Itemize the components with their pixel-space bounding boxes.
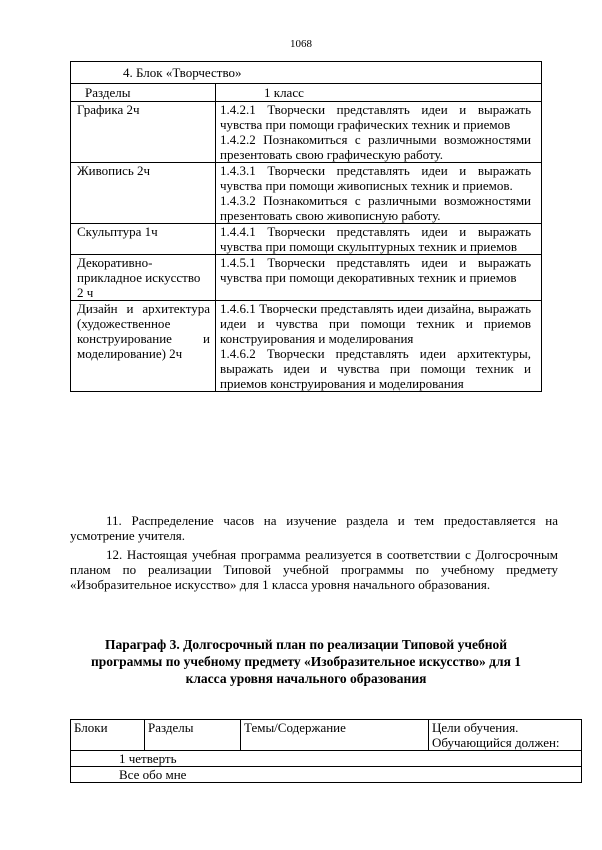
table-row xyxy=(71,301,542,392)
table-row xyxy=(71,163,542,224)
section-heading: Параграф 3. Долгосрочный план по реализации Типовой учебной программы по учебному предмету «Изобразительное искусство» для 1 класса уровня начального образования xyxy=(90,637,522,686)
goal-item: 1.4.5.1 Творчески представлять идеи и выражать чувства при помощи декоративных техник и приемов xyxy=(220,255,531,285)
paragraph-11-text: 11. Распределение часов на изучение раздела и тем предоставляется на усмотрение учителя. xyxy=(70,513,558,543)
header-grade: 1 класс xyxy=(216,84,542,102)
section-cell: Дизайн и архитектура (художественное конструирование и моделирование) 2ч xyxy=(71,301,216,392)
page-number: 1068 xyxy=(290,38,312,50)
section-cell: Скульптура 1ч xyxy=(71,224,216,255)
table-row xyxy=(71,102,542,163)
goals-cell xyxy=(216,255,542,301)
goal-item: 1.4.6.2 Творчески представлять идеи архитектуры, выражать идеи и чувства при помощи техник и приемов конструирования и моделирования xyxy=(220,346,531,391)
plan-header-blocks: Блоки xyxy=(71,720,145,751)
plan-header-topics: Темы/Содержание xyxy=(241,720,429,751)
goal-item: 1.4.2.2 Познакомиться с различными возможностями презентовать свою графическую работу. xyxy=(220,132,531,162)
goals-cell xyxy=(216,163,542,224)
goal-item: 1.4.4.1 Творчески представлять идеи и выражать чувства при помощи скульптурных техник и приемов xyxy=(220,224,531,254)
table-row xyxy=(71,255,542,301)
long-term-plan-table xyxy=(70,719,582,783)
plan-header-sections: Разделы xyxy=(145,720,241,751)
section-cell: Декоративно-прикладное искусство 2 ч xyxy=(71,255,216,301)
goal-item: 1.4.6.1 Творчески представлять идеи дизайна, выражать идеи и чувства при помощи техник и приемов конструирования и моделирования xyxy=(220,301,531,346)
block-title: 4. Блок «Творчество» xyxy=(71,62,542,84)
topic-row: Все обо мне xyxy=(71,767,582,783)
goals-cell xyxy=(216,301,542,392)
goals-cell xyxy=(216,102,542,163)
section-cell: Графика 2ч xyxy=(71,102,216,163)
paragraph-11 xyxy=(70,513,558,543)
goal-item: 1.4.3.2 Познакомиться с различными возможностями презентовать свою живописную работу. xyxy=(220,193,531,223)
plan-header-goals: Цели обучения. Обучающийся должен: xyxy=(429,720,582,751)
quarter-row: 1 четверть xyxy=(71,751,582,767)
table-row xyxy=(71,224,542,255)
goal-item: 1.4.2.1 Творчески представлять идеи и выражать чувства при помощи графических техник и приемов xyxy=(220,102,531,132)
goal-item: 1.4.3.1 Творчески представлять идеи и выражать чувства при помощи живописных техник и приемов. xyxy=(220,163,531,193)
goals-cell xyxy=(216,224,542,255)
header-sections: Разделы xyxy=(71,84,216,102)
section-cell: Живопись 2ч xyxy=(71,163,216,224)
paragraph-12 xyxy=(70,547,558,592)
paragraph-12-text: 12. Настоящая учебная программа реализуется в соответствии с Долгосрочным планом по реализации Типовой учебной программы по учебному предмету «Изобразительное искусство» для 1 класса уровня начального образования. xyxy=(70,547,558,592)
creativity-block-table xyxy=(70,61,542,392)
